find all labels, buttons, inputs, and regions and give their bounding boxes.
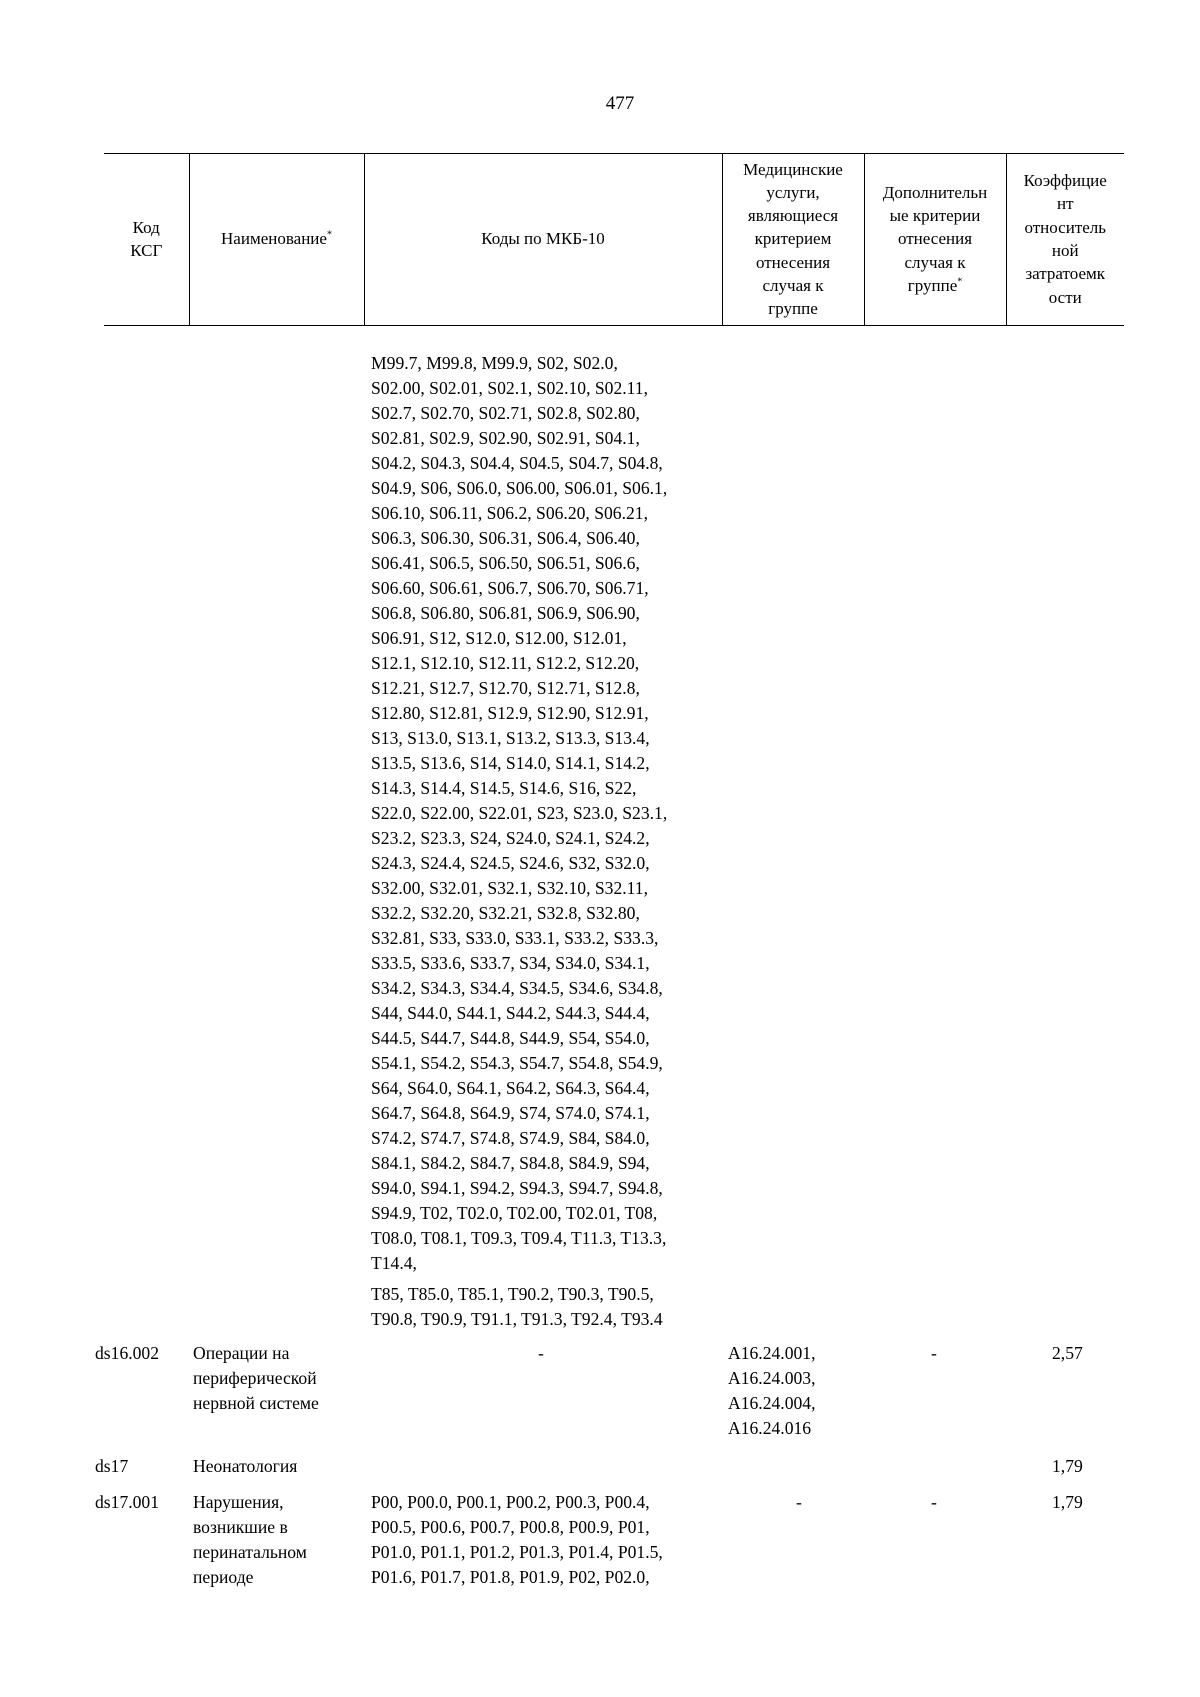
icd10-codes: P00, P00.0, P00.1, P00.2, P00.3, P00.4, P00.5, P00.6, P00.7, P00.8, P00.9, P01, P01.0, P01.1, P01.2, P01.3, P01.4, P01.5, P01.6, P01.7, P01.8, P01.9, P02, P02.0, [371,1492,663,1587]
ksg-code: ds17.001 [95,1492,160,1512]
additional-criteria: - [931,1492,937,1512]
header-additional-criteria: Дополнительн ые критерии отнесения случая к группе* [864,153,1006,325]
ksg-name: Нарушения, возникшие в перинатальном периоде [193,1492,307,1587]
medical-services: - [796,1492,802,1512]
ksg-code: ds16.002 [95,1343,160,1363]
header-bottom-rule [104,325,1124,326]
cost-coefficient: 1,79 [1052,1456,1083,1476]
additional-criteria: - [931,1343,937,1363]
table-header [104,153,1124,325]
header-name: Наименование* [189,153,364,325]
continued-icd10-codes: M99.7, M99.8, M99.9, S02, S02.0, S02.00, S02.01, S02.1, S02.10, S02.11, S02.7, S02.70, S02.71, S02.8, S02.80, S02.81, S02.9, S02.90, S02.91, S04.1, S04.2, S04.3, S04.4, S04.5, S04.7, S04.8, S04.9, S06, S06.0, S06.00, S06.01, S06.1, S06.10, S06.11, S06.2, S06.20, S06.21, S06.3, S06.30, S06.31, S06.4, S06.40, S06.41, S06.5, S06.50, S06.51, S06.6, S06.60, S06.61, S06.7, S06.70, S06.71, S06.8, S06.80, S06.81, S06.9, S06.90, S06.91, S12, S12.0, S12.00, S12.01, S12.1, S12.10, S12.11, S12.2, S12.20, S12.21, S12.7, S12.70, S12.71, S12.8, S12.80, S12.81, S12.9, S12.90, S12.91, S13, S13.0, S13.1, S13.2, S13.3, S13.4, S13.5, S13.6, S14, S14.0, S14.1, S14.2, S14.3, S14.4, S14.5, S14.6, S16, S22, S22.0, S22.00, S22.01, S23, S23.0, S23.1, S23.2, S23.3, S24, S24.0, S24.1, S24.2, S24.3, S24.4, S24.5, S24.6, S32, S32.0, S32.00, S32.01, S32.1, S32.10, S32.11, S32.2, S32.20, S32.21, S32.8, S32.80, S32.81, S33, S33.0, S33.1, S33.2, S33.3, S33.5, S33.6, S33.7, S34, S34.0, S34.1, S34.2, S34.3, S34.4, S34.5, S34.6, S34.8, S44, S44.0, S44.1, S44.2, S44.3, S44.4, S44.5, S44.7, S44.8, S44.9, S54, S54.0, S54.1, S54.2, S54.3, S54.7, S54.8, S54.9, S64, S64.0, S64.1, S64.2, S64.3, S64.4, S64.7, S64.8, S64.9, S74, S74.0, S74.1, S74.2, S74.7, S74.8, S74.9, S84, S84.0, S84.1, S84.2, S84.7, S84.8, S84.9, S94, S94.0, S94.1, S94.2, S94.3, S94.7, S94.8, S94.9, T02, T02.0, T02.00, T02.01, T08, T08.0, T08.1, T09.3, T09.4, T11.3, T13.3, T14.4, [371,353,668,1273]
cost-coefficient: 2,57 [1052,1343,1083,1363]
header-medical-services: Медицинские услуги, являющиеся критерием отнесения случая к группе [722,153,864,325]
header-icd10-codes: Коды по МКБ-10 [364,153,722,325]
cost-coefficient: 1,79 [1052,1492,1083,1512]
header-ksg-code: Код КСГ [104,153,189,325]
header-cost-coefficient: Коэффицие нт относитель ной затратоемк ости [1006,153,1124,325]
page-number: 477 [605,93,635,114]
medical-services: A16.24.001, A16.24.003, A16.24.004, A16.24.016 [728,1343,816,1438]
icd10-codes: - [538,1343,544,1363]
continued-icd10-codes-tail: T85, T85.0, T85.1, T90.2, T90.3, T90.5, T90.8, T90.9, T91.1, T91.3, T92.4, T93.4 [371,1284,663,1329]
ksg-name: Неонатология [193,1456,298,1476]
ksg-name: Операции на периферической нервной системе [193,1343,319,1413]
ksg-code: ds17 [95,1456,129,1476]
